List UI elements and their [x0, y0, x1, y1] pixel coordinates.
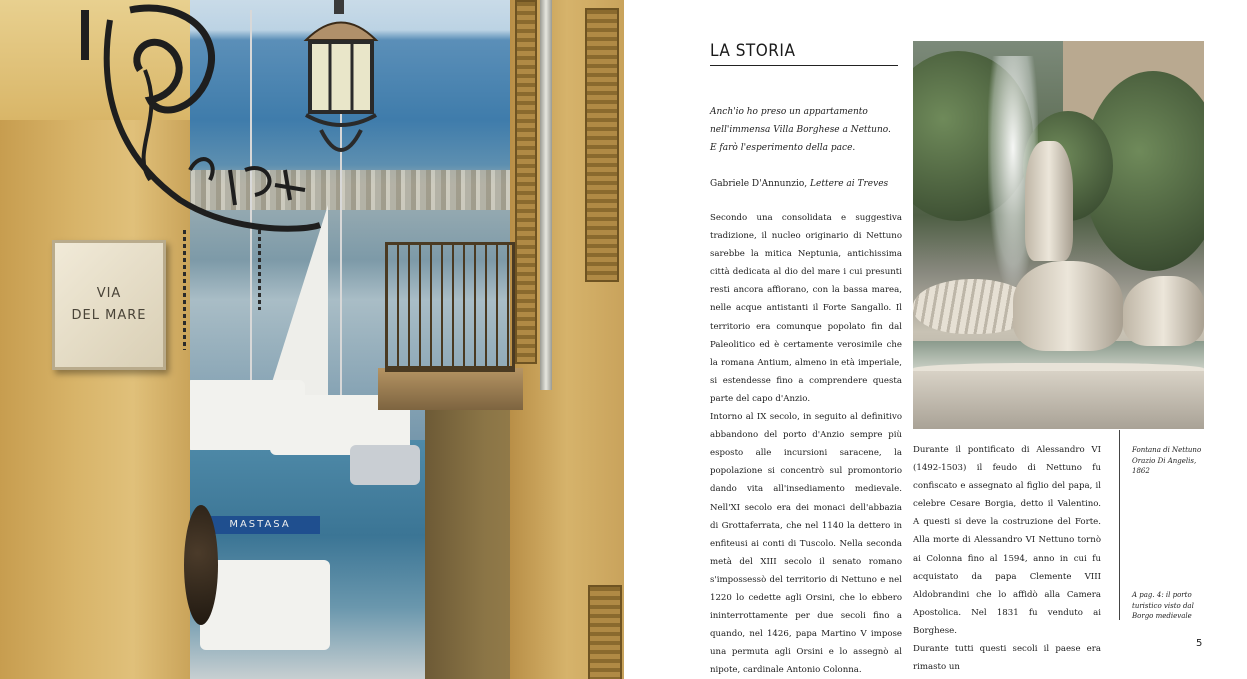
paragraph: Durante il pontificato di Alessandro VI (1492-1503) il feudo di Nettuno fu confiscato e assegnato al figlio del papa, il celebre Cesare Borgia, detto il Valentino. A questi si deve la costruzione del Forte. Alla morte di Alessandro VI Nettuno tornò ai Colonna fino al 1594, anno in cui fu acquistato da papa Clemente VIII Aldobrandini che lo affidò alla Camera Apostolica. Nel 1831 fu venduto ai Borghese. — [913, 445, 1101, 636]
street-lantern — [296, 0, 386, 170]
balcony-base — [378, 368, 523, 410]
window-shutter — [585, 8, 619, 282]
epigraph — [710, 103, 910, 157]
text-column-left — [710, 209, 902, 679]
drainpipe — [540, 0, 552, 390]
page-title: LA STORIA — [710, 41, 898, 66]
moored-boat — [350, 445, 420, 485]
moored-boat — [200, 560, 330, 650]
window-shutter — [588, 585, 622, 679]
epigraph-line: nell'immensa Villa Borghese a Nettuno. — [710, 125, 891, 135]
fountain-basin — [913, 371, 1204, 429]
window-shutter — [515, 0, 537, 364]
horse-sculpture — [1013, 261, 1123, 351]
boat-banner: MASTASA — [200, 516, 320, 534]
hanging-chain — [183, 230, 186, 350]
page-number: 5 — [1196, 638, 1203, 649]
street-sign-line1: VIA — [96, 286, 122, 301]
text-page — [624, 0, 1247, 679]
epigraph-line: E farò l'esperimento della pace. — [710, 143, 856, 153]
epigraph-author: Gabriele D'Annunzio, — [710, 179, 808, 189]
caption-rule — [1119, 430, 1120, 620]
street-sign-line2: DEL MARE — [71, 308, 147, 323]
text-column-right — [913, 441, 1101, 676]
epigraph-line: Anch'io ho preso un appartamento — [710, 107, 868, 117]
paragraph: Durante tutti questi secoli il paese era rimasto un — [913, 644, 1101, 673]
hanging-chain — [258, 230, 261, 310]
fountain-photo — [913, 41, 1204, 429]
horse-sculpture — [1123, 276, 1204, 346]
paragraph: Secondo una consolidata e suggestiva tradizione, il nucleo originario di Nettuno sarebbe la mitica Neptunia, antichissima città dedicata al dio del mare i cui presunti resti ancora affiorano, con la bassa marea, nelle acque antistanti il Forte Sangallo. Il territorio era comunque popolato fin dal Paleolitico ed è certamente verosimile che la romana Antium, almeno in età imperiale, si estendesse fino a comprendere questa parte del capo d'Anzio. — [710, 213, 902, 404]
paragraph: Intorno al IX secolo, in seguito al definitivo abbandono del porto d'Anzio sempre più esposto alle incursioni saracene, la popolazione si concentrò sul promontorio dando vita all'insediamento medievale. Nell'XI secolo era dei monaci dell'abbazia di Grottaferrata, che nel 1140 la dettero in enfiteusi ai conti di Tuscolo. Nella seconda metà del XIII secolo il senato romano s'impossessò del territorio di Nettuno e nel 1220 lo cedette agli Orsini, che lo ebbero ininterrottamente per due secoli fino a quando, nel 1426, papa Martino V impose una permuta agli Orsini e lo assegnò al nipote, cardinale Antonio Colonna. — [710, 412, 902, 676]
balcony-railing — [385, 242, 515, 372]
epigraph-source: Lettere ai Treves — [810, 179, 889, 189]
street-sign — [52, 240, 166, 370]
epigraph-attribution — [710, 176, 920, 192]
photo-caption: Fontana di Nettuno Orazio Di Angelis, 1862 — [1132, 446, 1202, 475]
photo-caption: A pag. 4: il porto turistico visto dal Borgo medievale — [1132, 591, 1194, 620]
cart-wheel — [184, 505, 218, 625]
neptune-statue — [1025, 141, 1073, 261]
